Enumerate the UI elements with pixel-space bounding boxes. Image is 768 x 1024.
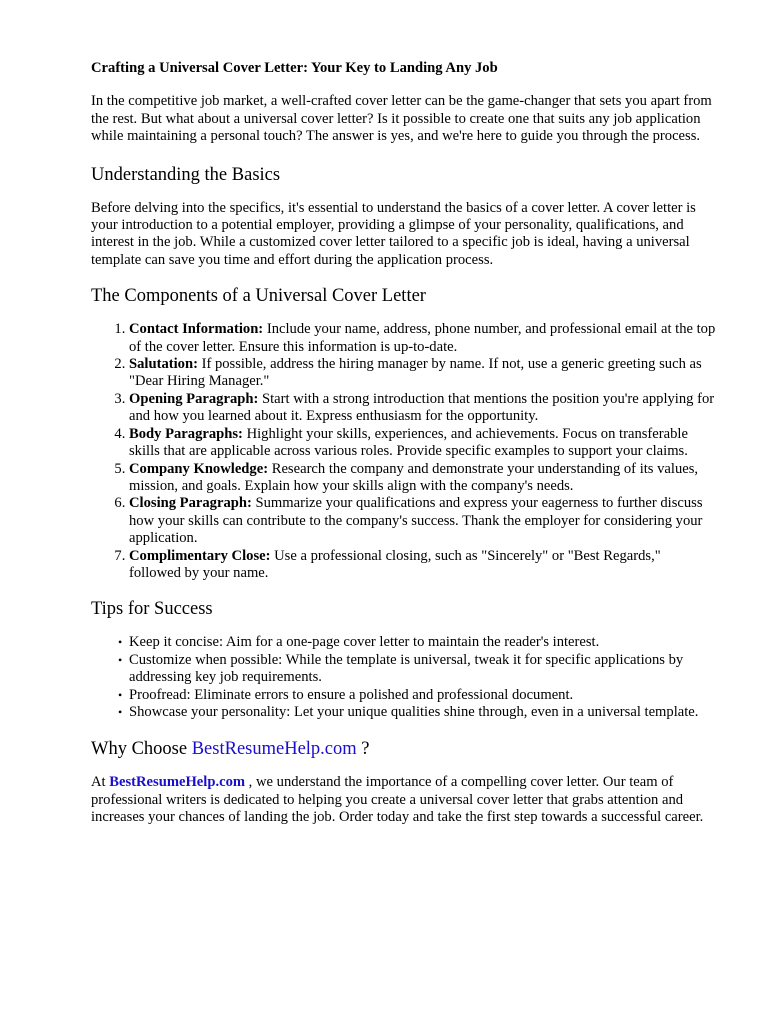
list-item xyxy=(118,634,716,651)
list-item-desc: Use a professional closing, such as "Sincerely" or "Best Regards," followed by your name. xyxy=(129,547,661,581)
document-title: Crafting a Universal Cover Letter: Your Key to Landing Any Job xyxy=(91,60,498,76)
components-list xyxy=(91,321,716,582)
why-heading xyxy=(91,738,716,760)
list-item-desc: If possible, address the hiring manager by name. If not, use a generic greeting such as "Dear Hiring Manager." xyxy=(129,356,702,390)
list-item xyxy=(129,391,716,426)
why-text-prefix: At xyxy=(91,774,110,791)
bullet-icon: • xyxy=(118,687,123,702)
brand-link[interactable]: BestResumeHelp.com xyxy=(191,739,357,760)
list-item-desc: Include your name, address, phone number, and professional email at the top of the cover letter. Ensure this information is up-to-date. xyxy=(129,321,716,355)
list-item-desc: Start with a strong introduction that mentions the position you're applying for and how you learned about it. Express enthusiasm for the opportunity. xyxy=(129,390,715,425)
list-item-desc: Highlight your skills, experiences, and achievements. Focus on transferable skills that are applicable across various roles. Provide specific examples to support your claims. xyxy=(129,425,688,460)
basics-heading: Understanding the Basics xyxy=(91,164,281,185)
tips-list xyxy=(91,634,716,721)
list-item xyxy=(129,426,716,461)
list-item-term: Contact Information: xyxy=(129,321,264,338)
list-item xyxy=(118,651,716,687)
list-item-term: Salutation: xyxy=(129,356,198,373)
list-item-text: Showcase your personality: Let your unique qualities shine through, even in a universal template. xyxy=(129,703,699,720)
document-content xyxy=(91,60,716,827)
list-item-text: Proofread: Eliminate errors to ensure a polished and professional document. xyxy=(129,686,574,703)
bullet-icon: • xyxy=(118,635,123,650)
list-item-term: Opening Paragraph: xyxy=(129,390,259,407)
why-text-body: , we understand the importance of a compelling cover letter. Our team of professional writers is dedicated to helping you create a universal cover letter that grabs attention and increases your chances of landing the job. Order today and take the first step towards a successful career. xyxy=(91,774,704,826)
list-item-term: Complimentary Close: xyxy=(129,547,271,564)
why-heading-suffix: ? xyxy=(356,739,370,760)
tips-heading: Tips for Success xyxy=(91,599,213,620)
why-paragraph xyxy=(91,774,716,826)
list-item-text: Keep it concise: Aim for a one-page cover letter to maintain the reader's interest. xyxy=(129,634,600,651)
bullet-icon: • xyxy=(118,704,123,719)
list-item-desc: Summarize your qualifications and express your eagerness to further discuss how your skills can contribute to the company's success. Thank the employer for considering your application. xyxy=(129,495,703,547)
brand-link[interactable]: BestResumeHelp.com xyxy=(109,774,246,791)
list-item xyxy=(118,686,716,704)
list-item-term: Closing Paragraph: xyxy=(129,495,252,512)
list-item xyxy=(129,548,716,583)
list-item-desc: Research the company and demonstrate your understanding of its values, mission, and goals. Explain how your skills align with the company's needs. xyxy=(129,460,699,494)
list-item-term: Company Knowledge: xyxy=(129,460,269,477)
list-item-text: Customize when possible: While the template is universal, tweak it for specific applications by addressing key job requirements. xyxy=(129,651,684,686)
basics-paragraph: Before delving into the specifics, it's essential to understand the basics of a cover letter. A cover letter is your introduction to a potential employer, providing a glimpse of your personality, qualifications, and interest in the job. While a customized cover letter tailored to a specific job is ideal, having a universal template can save you time and effort during the application process. xyxy=(91,199,696,268)
components-heading: The Components of a Universal Cover Letter xyxy=(91,286,426,307)
list-item xyxy=(129,356,716,391)
list-item xyxy=(129,461,716,496)
list-item xyxy=(118,703,716,721)
list-item xyxy=(129,321,716,356)
list-item-term: Body Paragraphs: xyxy=(129,425,243,442)
intro-paragraph: In the competitive job market, a well-crafted cover letter can be the game-changer that sets you apart from the rest. But what about a universal cover letter? Is it possible to create one that suits any job application while maintaining a personal touch? The answer is yes, and we're here to guide you through the process. xyxy=(91,93,712,145)
bullet-icon: • xyxy=(118,652,123,667)
list-item xyxy=(129,495,716,547)
why-heading-prefix: Why Choose xyxy=(91,739,192,760)
